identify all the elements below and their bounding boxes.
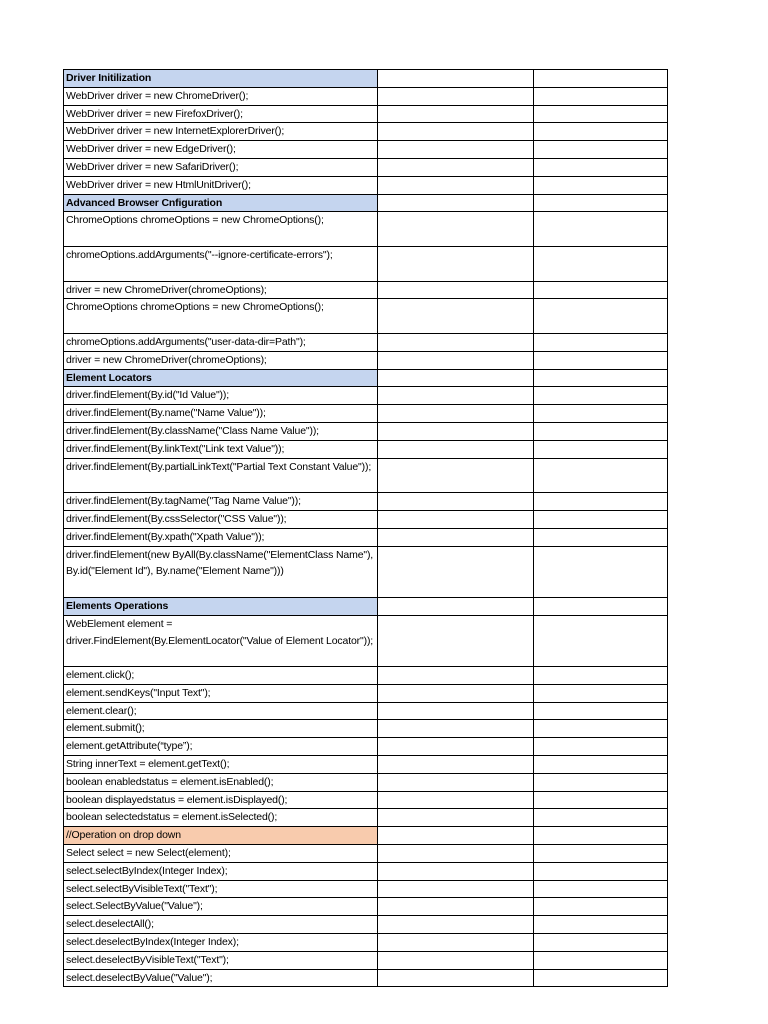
code-cell[interactable]: select.deselectByIndex(Integer Index); — [64, 934, 378, 952]
empty-cell[interactable] — [378, 70, 534, 88]
empty-cell[interactable] — [534, 827, 668, 845]
empty-cell[interactable] — [534, 898, 668, 916]
table-row — [64, 422, 668, 440]
table-row — [64, 176, 668, 194]
empty-cell[interactable] — [378, 405, 534, 423]
code-cell[interactable]: select.selectByIndex(Integer Index); — [64, 862, 378, 880]
code-cell[interactable]: WebElement element = driver.FindElement(By.ElementLocator("Value of Element Locator")); — [64, 615, 378, 666]
empty-cell[interactable] — [534, 333, 668, 351]
code-cell[interactable]: select.SelectByValue("Value"); — [64, 898, 378, 916]
spreadsheet-table — [63, 69, 668, 987]
spreadsheet-body — [64, 70, 668, 987]
empty-cell[interactable] — [534, 845, 668, 863]
table-row — [64, 702, 668, 720]
empty-cell[interactable] — [378, 773, 534, 791]
table-row — [64, 87, 668, 105]
code-cell[interactable]: driver.findElement(By.partialLinkText("Partial Text Constant Value")); — [64, 458, 378, 493]
empty-cell[interactable] — [534, 809, 668, 827]
code-cell[interactable]: WebDriver driver = new InternetExplorerDriver(); — [64, 123, 378, 141]
table-row — [64, 916, 668, 934]
empty-cell[interactable] — [378, 123, 534, 141]
table-row — [64, 738, 668, 756]
empty-cell[interactable] — [534, 510, 668, 528]
table-row — [64, 845, 668, 863]
table-row — [64, 141, 668, 159]
empty-cell[interactable] — [378, 827, 534, 845]
table-row — [64, 405, 668, 423]
section-header-cell[interactable]: Driver Initilization — [64, 70, 378, 88]
code-cell[interactable]: ChromeOptions chromeOptions = new ChromeOptions(); — [64, 299, 378, 334]
code-cell[interactable]: driver.findElement(By.tagName("Tag Name Value")); — [64, 493, 378, 511]
empty-cell[interactable] — [534, 351, 668, 369]
table-row — [64, 809, 668, 827]
empty-cell[interactable] — [378, 281, 534, 299]
empty-cell[interactable] — [378, 440, 534, 458]
empty-cell[interactable] — [534, 969, 668, 987]
empty-cell[interactable] — [378, 528, 534, 546]
code-cell[interactable]: chromeOptions.addArguments("user-data-dir=Path"); — [64, 333, 378, 351]
empty-cell[interactable] — [534, 158, 668, 176]
section-header-row — [64, 827, 668, 845]
table-row — [64, 756, 668, 774]
empty-cell[interactable] — [534, 667, 668, 685]
table-row — [64, 493, 668, 511]
code-cell[interactable]: driver.findElement(By.name("Name Value")); — [64, 405, 378, 423]
empty-cell[interactable] — [534, 791, 668, 809]
empty-cell[interactable] — [378, 791, 534, 809]
empty-cell[interactable] — [534, 141, 668, 159]
code-cell[interactable]: ChromeOptions chromeOptions = new ChromeOptions(); — [64, 212, 378, 247]
empty-cell[interactable] — [534, 87, 668, 105]
empty-cell[interactable] — [378, 141, 534, 159]
empty-cell[interactable] — [378, 702, 534, 720]
code-cell[interactable]: Select select = new Select(element); — [64, 845, 378, 863]
code-cell[interactable]: boolean selectedstatus = element.isSelected(); — [64, 809, 378, 827]
empty-cell[interactable] — [534, 756, 668, 774]
empty-cell[interactable] — [378, 809, 534, 827]
empty-cell[interactable] — [378, 105, 534, 123]
table-row — [64, 720, 668, 738]
empty-cell[interactable] — [534, 299, 668, 334]
empty-cell[interactable] — [378, 756, 534, 774]
table-row — [64, 351, 668, 369]
empty-cell[interactable] — [378, 387, 534, 405]
table-row — [64, 898, 668, 916]
empty-cell[interactable] — [534, 369, 668, 387]
section-header-row — [64, 70, 668, 88]
empty-cell[interactable] — [534, 212, 668, 247]
code-cell[interactable]: String innerText = element.getText(); — [64, 756, 378, 774]
table-row — [64, 299, 668, 334]
table-row — [64, 684, 668, 702]
empty-cell[interactable] — [378, 493, 534, 511]
code-cell[interactable]: WebDriver driver = new SafariDriver(); — [64, 158, 378, 176]
empty-cell[interactable] — [378, 510, 534, 528]
table-row — [64, 105, 668, 123]
code-cell[interactable]: WebDriver driver = new EdgeDriver(); — [64, 141, 378, 159]
empty-cell[interactable] — [378, 333, 534, 351]
table-row — [64, 246, 668, 281]
empty-cell[interactable] — [534, 546, 668, 597]
code-cell[interactable]: driver.findElement(By.className("Class Name Value")); — [64, 422, 378, 440]
empty-cell[interactable] — [378, 720, 534, 738]
code-cell[interactable]: WebDriver driver = new ChromeDriver(); — [64, 87, 378, 105]
section-header-cell[interactable]: Advanced Browser Cnfiguration — [64, 194, 378, 212]
empty-cell[interactable] — [534, 951, 668, 969]
table-row — [64, 458, 668, 493]
empty-cell[interactable] — [534, 720, 668, 738]
code-cell[interactable]: boolean displayedstatus = element.isDisplayed(); — [64, 791, 378, 809]
empty-cell[interactable] — [534, 70, 668, 88]
table-row — [64, 212, 668, 247]
empty-cell[interactable] — [378, 597, 534, 615]
table-row — [64, 969, 668, 987]
code-cell[interactable]: driver.findElement(By.id("Id Value")); — [64, 387, 378, 405]
empty-cell[interactable] — [534, 916, 668, 934]
code-cell[interactable]: element.submit(); — [64, 720, 378, 738]
table-row — [64, 791, 668, 809]
code-cell[interactable]: select.selectByVisibleText("Text"); — [64, 880, 378, 898]
table-row — [64, 387, 668, 405]
table-row — [64, 880, 668, 898]
code-cell[interactable]: select.deselectByVisibleText("Text"); — [64, 951, 378, 969]
code-cell[interactable]: select.deselectByValue("Value"); — [64, 969, 378, 987]
table-row — [64, 281, 668, 299]
table-row — [64, 440, 668, 458]
empty-cell[interactable] — [378, 87, 534, 105]
empty-cell[interactable] — [378, 667, 534, 685]
empty-cell[interactable] — [534, 246, 668, 281]
empty-cell[interactable] — [378, 862, 534, 880]
empty-cell[interactable] — [534, 105, 668, 123]
empty-cell[interactable] — [378, 969, 534, 987]
code-cell[interactable]: driver.findElement(By.linkText("Link text Value")); — [64, 440, 378, 458]
empty-cell[interactable] — [534, 880, 668, 898]
empty-cell[interactable] — [534, 597, 668, 615]
section-header-row — [64, 597, 668, 615]
code-cell[interactable]: chromeOptions.addArguments("--ignore-certificate-errors"); — [64, 246, 378, 281]
table-row — [64, 934, 668, 952]
empty-cell[interactable] — [534, 281, 668, 299]
empty-cell[interactable] — [378, 880, 534, 898]
empty-cell[interactable] — [378, 299, 534, 334]
empty-cell[interactable] — [378, 422, 534, 440]
table-row — [64, 862, 668, 880]
empty-cell[interactable] — [534, 615, 668, 666]
code-cell[interactable]: driver.findElement(new ByAll(By.className("ElementClass Name"), By.id("Element Id"), By.name("Element Name"))) — [64, 546, 378, 597]
table-row — [64, 123, 668, 141]
empty-cell[interactable] — [378, 194, 534, 212]
empty-cell[interactable] — [534, 934, 668, 952]
empty-cell[interactable] — [534, 493, 668, 511]
code-cell[interactable]: driver.findElement(By.xpath("Xpath Value")); — [64, 528, 378, 546]
empty-cell[interactable] — [378, 158, 534, 176]
empty-cell[interactable] — [534, 702, 668, 720]
code-cell[interactable]: driver = new ChromeDriver(chromeOptions); — [64, 281, 378, 299]
section-header-row — [64, 194, 668, 212]
empty-cell[interactable] — [534, 194, 668, 212]
table-row — [64, 528, 668, 546]
section-header-cell[interactable]: //Operation on drop down — [64, 827, 378, 845]
empty-cell[interactable] — [378, 615, 534, 666]
code-cell[interactable]: select.deselectAll(); — [64, 916, 378, 934]
empty-cell[interactable] — [534, 387, 668, 405]
code-cell[interactable]: boolean enabledstatus = element.isEnabled(); — [64, 773, 378, 791]
table-row — [64, 951, 668, 969]
code-cell[interactable]: WebDriver driver = new HtmlUnitDriver(); — [64, 176, 378, 194]
empty-cell[interactable] — [378, 934, 534, 952]
empty-cell[interactable] — [534, 738, 668, 756]
table-row — [64, 615, 668, 666]
table-row — [64, 158, 668, 176]
code-cell[interactable]: element.click(); — [64, 667, 378, 685]
empty-cell[interactable] — [378, 369, 534, 387]
empty-cell[interactable] — [378, 845, 534, 863]
code-cell[interactable]: element.clear(); — [64, 702, 378, 720]
empty-cell[interactable] — [378, 351, 534, 369]
empty-cell[interactable] — [378, 212, 534, 247]
empty-cell[interactable] — [534, 862, 668, 880]
section-header-cell[interactable]: Elements Operations — [64, 597, 378, 615]
code-cell[interactable]: WebDriver driver = new FirefoxDriver(); — [64, 105, 378, 123]
empty-cell[interactable] — [534, 458, 668, 493]
empty-cell[interactable] — [534, 773, 668, 791]
code-cell[interactable]: driver.findElement(By.cssSelector("CSS Value")); — [64, 510, 378, 528]
empty-cell[interactable] — [534, 440, 668, 458]
section-header-cell[interactable]: Element Locators — [64, 369, 378, 387]
code-cell[interactable]: driver = new ChromeDriver(chromeOptions); — [64, 351, 378, 369]
empty-cell[interactable] — [378, 684, 534, 702]
empty-cell[interactable] — [534, 684, 668, 702]
table-row — [64, 773, 668, 791]
code-cell[interactable]: element.getAttribute(“type”); — [64, 738, 378, 756]
section-header-row — [64, 369, 668, 387]
empty-cell[interactable] — [378, 738, 534, 756]
empty-cell[interactable] — [534, 528, 668, 546]
empty-cell[interactable] — [378, 246, 534, 281]
table-row — [64, 667, 668, 685]
empty-cell[interactable] — [378, 916, 534, 934]
empty-cell[interactable] — [534, 422, 668, 440]
empty-cell[interactable] — [378, 176, 534, 194]
table-row — [64, 546, 668, 597]
code-cell[interactable]: element.sendKeys("Input Text"); — [64, 684, 378, 702]
empty-cell[interactable] — [378, 898, 534, 916]
empty-cell[interactable] — [534, 123, 668, 141]
empty-cell[interactable] — [378, 546, 534, 597]
empty-cell[interactable] — [534, 405, 668, 423]
empty-cell[interactable] — [534, 176, 668, 194]
empty-cell[interactable] — [378, 458, 534, 493]
table-row — [64, 510, 668, 528]
table-row — [64, 333, 668, 351]
empty-cell[interactable] — [378, 951, 534, 969]
